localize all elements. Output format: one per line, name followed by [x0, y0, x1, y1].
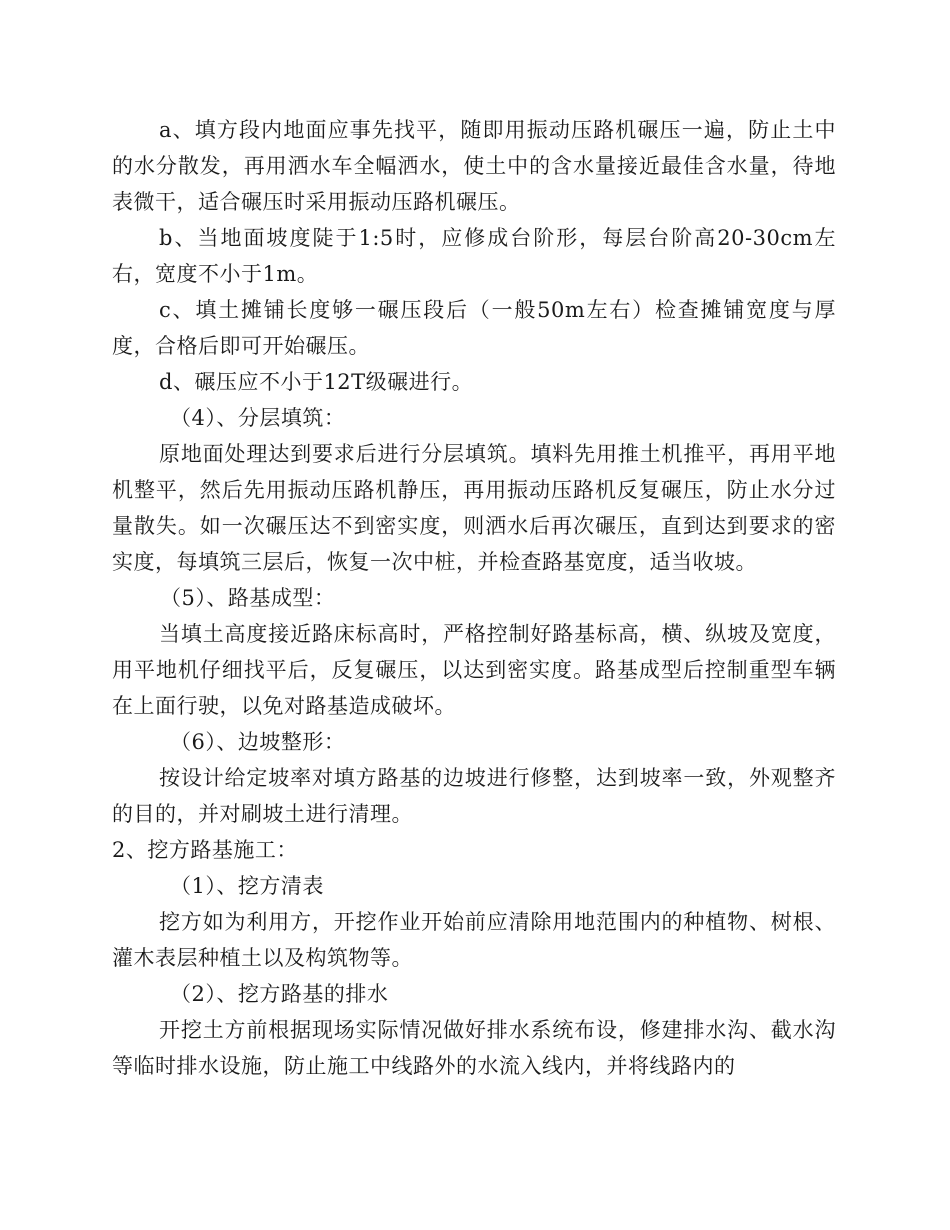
paragraph-subgrade-forming: 当填土高度接近路床标高时，严格控制好路基标高，横、纵坡及宽度，用平地机仔细找平后，反复碾压，以达到密实度。路基成型后控制重型车辆在上面行驶，以免对路基造成破坏。: [112, 622, 836, 718]
paragraph-d: d、碾压应不小于12T级碾进行。: [159, 370, 474, 394]
heading-cut-drainage: （2）、挖方路基的排水: [170, 982, 389, 1006]
paragraph-slope-trimming: 按设计给定坡率对填方路基的边坡进行修整，达到坡率一致，外观整齐的目的，并对刷坡土进行清理。: [112, 766, 836, 826]
heading-cut-subgrade: 2、挖方路基施工：: [112, 838, 298, 862]
heading-cut-clearing: （1）、挖方清表: [170, 874, 324, 898]
paragraph-layered-filling: 原地面处理达到要求后进行分层填筑。填料先用推土机推平，再用平地机整平，然后先用振动压路机静压，再用振动压路机反复碾压，防止水分过量散失。如一次碾压达不到密实度，则洒水后再次碾压，直到达到要求的密实度，每填筑三层后，恢复一次中桩，并检查路基宽度，适当收坡。: [112, 442, 836, 574]
heading-layered-filling: （4）、分层填筑：: [170, 406, 346, 430]
paragraph-a: a、填方段内地面应事先找平，随即用振动压路机碾压一遍，防止土中的水分散发，再用洒水车全幅洒水，使土中的含水量接近最佳含水量，待地表微干，适合碾压时采用振动压路机碾压。: [112, 118, 836, 214]
paragraph-b: b、当地面坡度陡于1:5时，应修成台阶形，每层台阶高20-30cm左右，宽度不小于1m。: [112, 226, 836, 286]
paragraph-c: c、填土摊铺长度够一碾压段后（一般50m左右）检查摊铺宽度与厚度，合格后即可开始碾压。: [112, 298, 836, 358]
paragraph-cut-drainage: 开挖土方前根据现场实际情况做好排水系统布设，修建排水沟、截水沟等临时排水设施，防止施工中线路外的水流入线内，并将线路内的: [112, 1018, 836, 1078]
paragraph-cut-clearing: 挖方如为利用方，开挖作业开始前应清除用地范围内的种植物、树根、灌木表层种植土以及构筑物等。: [112, 910, 836, 970]
heading-slope-trimming: （6）、边坡整形：: [170, 730, 346, 754]
heading-subgrade-forming: （5）、路基成型：: [160, 586, 336, 610]
document-body: [112, 112, 836, 1084]
